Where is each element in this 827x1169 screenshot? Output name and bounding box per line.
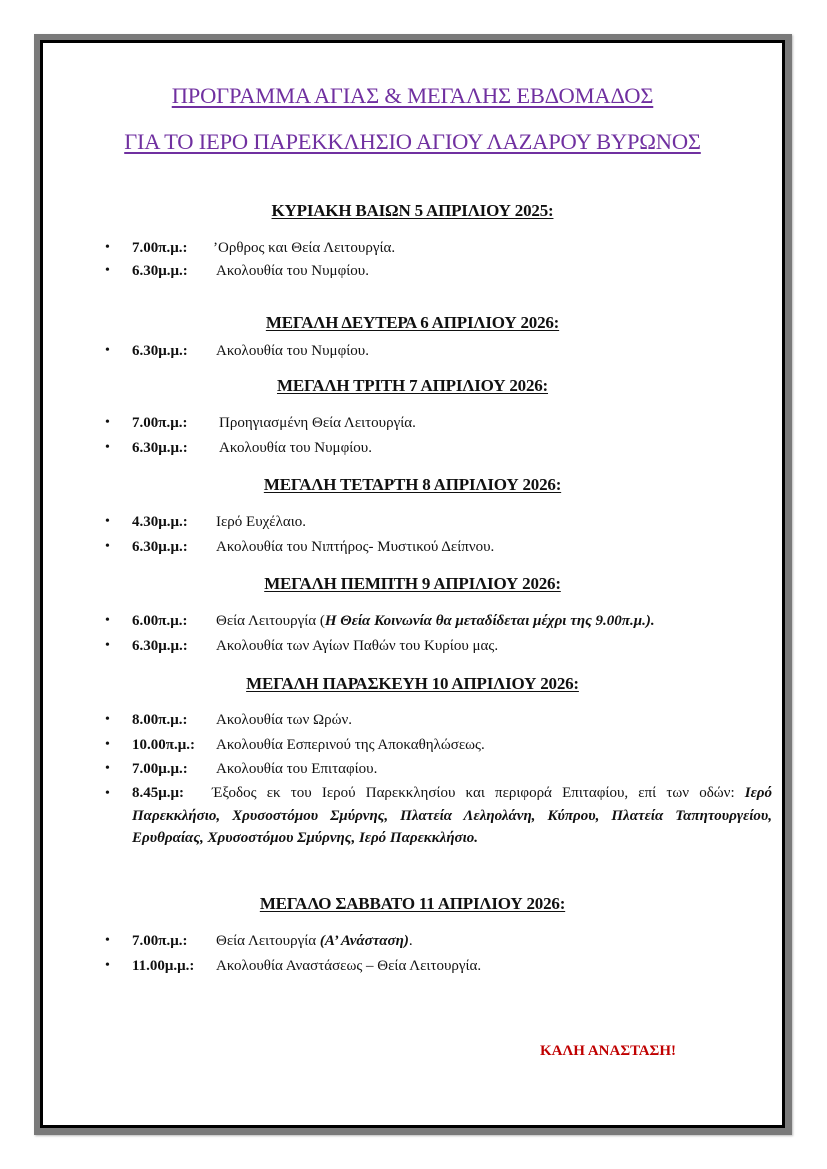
item-description: Ακολουθία Αναστάσεως – Θεία Λειτουργία.	[216, 958, 482, 974]
item-time: 6.30μ.μ.:	[132, 638, 188, 654]
item-time: 7.00π.μ.:	[132, 240, 188, 256]
item-time: 6.30μ.μ.:	[132, 539, 188, 555]
item-time: 6.30μ.μ.:	[132, 440, 188, 456]
item-description: Προηγιασμένη Θεία Λειτουργία.	[219, 415, 416, 431]
item-time: 7.00π.μ.:	[132, 415, 188, 431]
item-time: 7.00π.μ.:	[132, 933, 188, 949]
item-description-text: Θεία Λειτουργία	[216, 933, 320, 949]
bullet-icon: •	[105, 514, 110, 529]
bullet-icon: •	[105, 933, 110, 948]
item-description	[216, 611, 655, 631]
day-heading: ΚΥΡΙΑΚΗ ΒΑΙΩΝ 5 ΑΠΡΙΛΙΟΥ 2025:	[271, 201, 554, 220]
bullet-icon: •	[105, 786, 110, 801]
day-heading: ΜΕΓΑΛΗ ΠΑΡΑΣΚΕΥΗ 10 ΑΠΡΙΛΙΟΥ 2026:	[246, 674, 579, 693]
item-description: Ακολουθία των Ωρών.	[216, 712, 353, 728]
item-description: Ακολουθία του Νυμφίου.	[219, 440, 372, 456]
document-subtitle: ΓΙΑ ΤΟ ΙΕΡΟ ΠΑΡΕΚΚΛΗΣΙΟ ΑΓΙΟΥ ΛΑΖΑΡΟΥ ΒΥΡΩΝΟΣ	[124, 129, 701, 154]
item-time: 6.30μ.μ.:	[132, 263, 188, 279]
item-description-text: Θεία Λειτουργία (	[216, 613, 325, 629]
item-description-end: .	[408, 933, 413, 949]
day-heading: ΜΕΓΑΛΟ ΣΑΒΒΑΤΟ 11 ΑΠΡΙΛΙΟΥ 2026:	[259, 894, 566, 913]
document-page	[43, 43, 782, 1125]
item-description-text: Έξοδος εκ του Ιερού Παρεκκλησίου και περιφορά Επιταφίου, επί των οδών:	[212, 785, 735, 801]
item-time: 6.00π.μ.:	[132, 613, 188, 629]
item-time: 8.45μ.μ:	[132, 785, 185, 801]
day-heading: ΜΕΓΑΛΗ ΤΕΤΑΡΤΗ 8 ΑΠΡΙΛΙΟΥ 2026:	[263, 475, 562, 494]
item-description	[216, 931, 413, 951]
bullet-icon: •	[105, 613, 110, 628]
item-time: 6.30μ.μ.:	[132, 343, 188, 359]
item-time: 11.00μ.μ.:	[132, 958, 195, 974]
day-heading: ΜΕΓΑΛΗ ΤΡΙΤΗ 7 ΑΠΡΙΛΙΟΥ 2026:	[276, 376, 549, 395]
procession-description	[132, 782, 772, 850]
item-time: 7.00μ.μ.:	[132, 761, 188, 777]
bullet-icon: •	[105, 638, 110, 653]
bullet-icon: •	[105, 240, 110, 255]
item-description: Ιερό Ευχέλαιο.	[216, 514, 306, 530]
item-description: ’Ορθρος και Θεία Λειτουργία.	[213, 240, 396, 256]
day-heading: ΜΕΓΑΛΗ ΔΕΥΤΕΡΑ 6 ΑΠΡΙΛΙΟΥ 2026:	[265, 313, 560, 332]
item-description: Ακολουθία του Νυμφίου.	[216, 263, 369, 279]
bullet-icon: •	[105, 761, 110, 776]
item-description: Ακολουθία Εσπερινού της Αποκαθηλώσεως.	[216, 737, 485, 753]
bullet-icon: •	[105, 263, 110, 278]
document-title: ΠΡΟΓΡΑΜΜΑ ΑΓΙΑΣ & ΜΕΓΑΛΗΣ ΕΒΔΟΜΑΔΟΣ	[171, 83, 654, 108]
item-description: Ακολουθία του Νυμφίου.	[216, 343, 369, 359]
item-time: 8.00π.μ.:	[132, 712, 188, 728]
item-description: Ακολουθία του Επιταφίου.	[216, 761, 378, 777]
item-description: Ακολουθία των Αγίων Παθών του Κυρίου μας.	[216, 638, 499, 654]
bullet-icon: •	[105, 958, 110, 973]
item-time: 4.30μ.μ.:	[132, 514, 188, 530]
procession-route: Ιερό Παρεκκλήσιο, Χρυσοστόμου Σμύρνης, Πλατεία Λεληολάνη, Κύπρου, Πλατεία Ταπητουργείου, Ερυθραίας, Χρυσοστόμου Σμύρνης, Ιερό Παρεκκλήσιο.	[132, 785, 772, 846]
item-description-note: (Α’ Ανάσταση)	[319, 933, 409, 949]
item-description-note: Η Θεία Κοινωνία θα μεταδίδεται μέχρι της 9.00π.μ.).	[324, 613, 655, 629]
day-heading: ΜΕΓΑΛΗ ΠΕΜΠΤΗ 9 ΑΠΡΙΛΙΟΥ 2026:	[264, 574, 561, 593]
bullet-icon: •	[105, 712, 110, 727]
bullet-icon: •	[105, 343, 110, 358]
closing-greeting: ΚΑΛΗ ΑΝΑΣΤΑΣΗ!	[540, 1043, 676, 1059]
item-time: 10.00π.μ.:	[132, 737, 195, 753]
bullet-icon: •	[105, 737, 110, 752]
bullet-icon: •	[105, 440, 110, 455]
bullet-icon: •	[105, 415, 110, 430]
item-description: Ακολουθία του Νιπτήρος- Μυστικού Δείπνου.	[216, 539, 495, 555]
bullet-icon: •	[105, 539, 110, 554]
